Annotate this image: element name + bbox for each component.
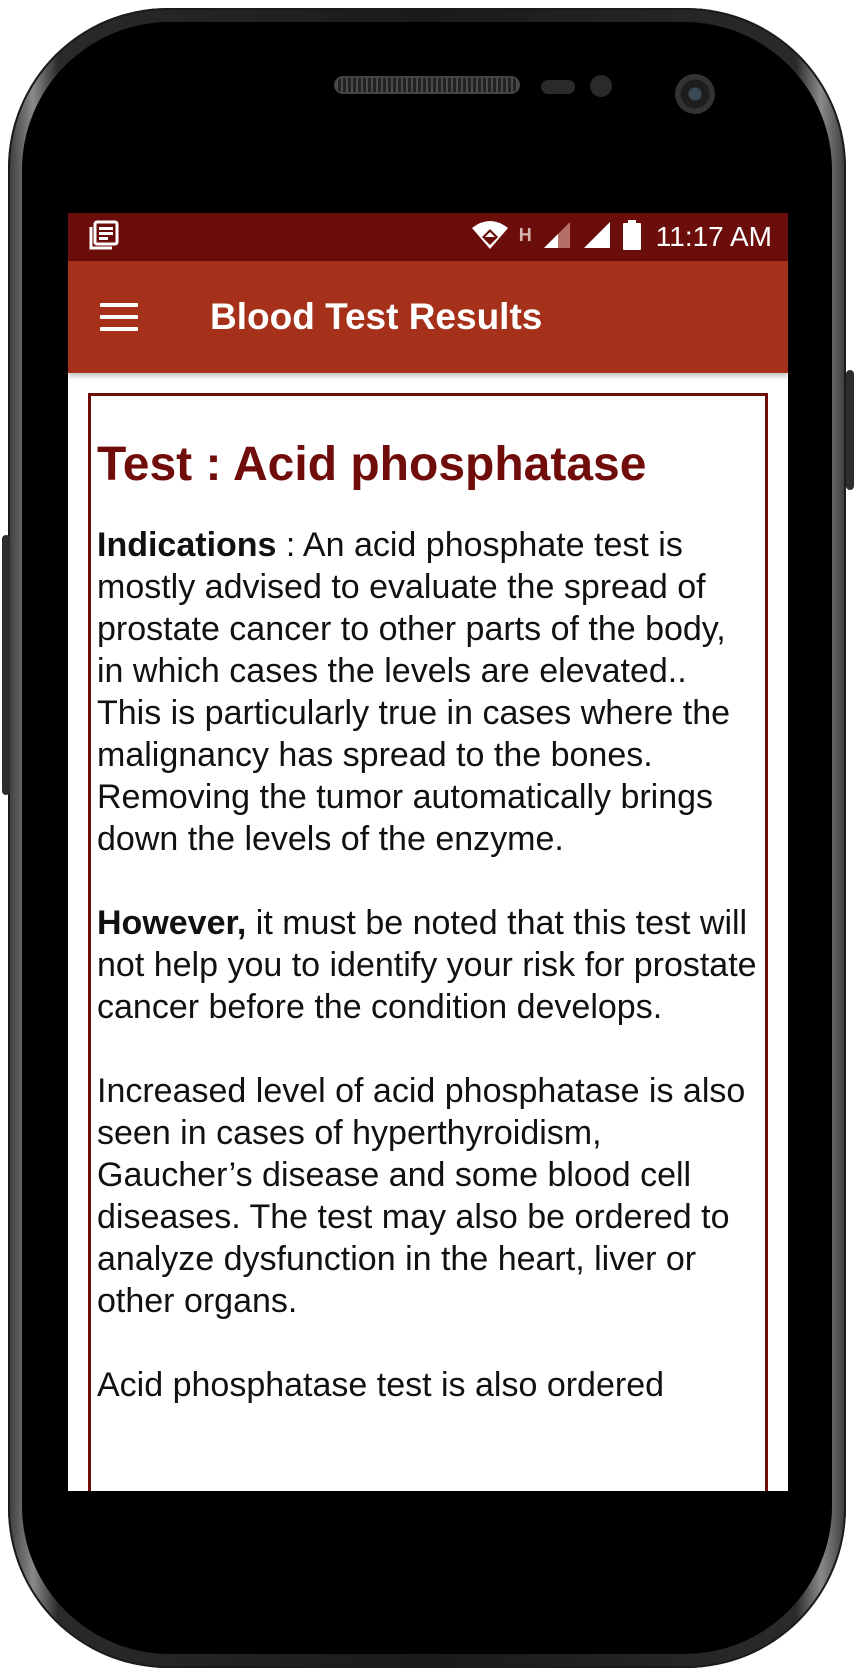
- app-bar: [68, 261, 788, 373]
- status-bar: [68, 213, 788, 261]
- signal-icon-1: [542, 220, 572, 255]
- network-type-label: H: [518, 224, 532, 245]
- signal-icon-2: [582, 220, 612, 255]
- indications-paragraph: [97, 524, 759, 860]
- notification-news-icon: [88, 219, 120, 256]
- volume-button: [2, 535, 10, 795]
- earpiece-speaker: [334, 76, 520, 94]
- proximity-sensor: [541, 80, 575, 94]
- screen: [68, 213, 788, 1491]
- article-card: [88, 393, 768, 1491]
- however-paragraph: [97, 902, 759, 1028]
- battery-icon: [622, 219, 642, 256]
- however-label: However,: [97, 903, 247, 942]
- test-title: Test : Acid phosphatase: [97, 438, 647, 491]
- indications-label: Indications: [97, 525, 277, 564]
- partial-paragraph: Acid phosphatase test is also ordered: [97, 1365, 665, 1404]
- power-button: [846, 370, 854, 490]
- hamburger-menu-icon[interactable]: [100, 282, 170, 352]
- front-camera: [675, 74, 715, 114]
- however-text: it must be noted that this test will not help you to identify your risk for prostate cancer before the condition develops.: [97, 903, 757, 1026]
- status-time: 11:17 AM: [655, 221, 772, 252]
- indications-text: : An acid phosphate test is mostly advised to evaluate the spread of prostate cancer to other parts of the body, in which cases the levels are elevated.. This is particularly true in cases where the malignancy has spread to the bones. Removing the tumor automatically brings down the levels of the enzyme.: [97, 525, 731, 858]
- app-title: Blood Test Results: [210, 296, 543, 337]
- increased-level-paragraph: Increased level of acid phosphatase is also seen in cases of hyperthyroidism, Gaucher’s disease and some blood cell diseases. The test may also be ordered to analyze dysfunction in the heart, liver or other organs.: [97, 1071, 746, 1320]
- light-sensor: [590, 75, 612, 97]
- wifi-icon: [471, 220, 509, 255]
